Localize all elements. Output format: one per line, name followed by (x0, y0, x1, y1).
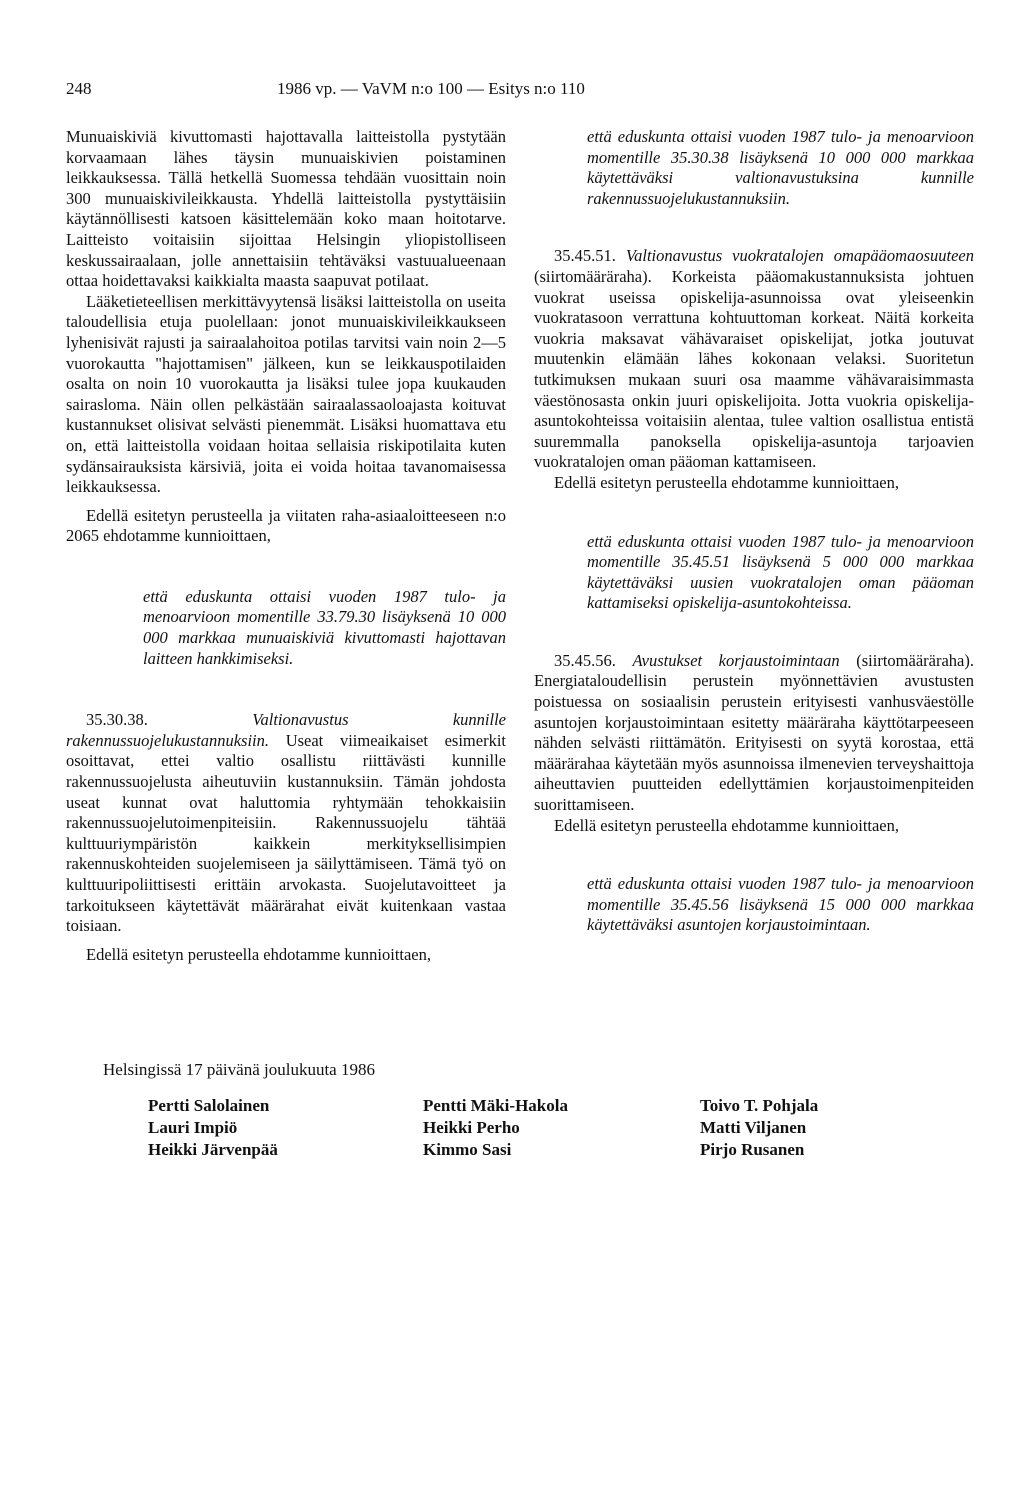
signer-name: Kimmo Sasi (423, 1140, 512, 1159)
signers-column-3 (700, 1095, 818, 1161)
section-paragraph (66, 710, 506, 937)
paragraph: Edellä esitetyn perusteella ehdotamme kunnioittaen, (86, 944, 432, 964)
paragraph: Edellä esitetyn perusteella ja viitaten raha-asiaaloitteeseen n:o 2065 ehdotamme kunnioittaen, (66, 505, 506, 546)
paragraph: Edellä esitetyn perusteella ehdotamme kunnioittaen, (554, 815, 900, 835)
right-column (534, 127, 974, 936)
document-title: 1986 vp. — VaVM n:o 100 — Esitys n:o 110 (277, 79, 585, 98)
section-body: (siirtomääräraha). Energiataloudellisin perustein myönnettävien avustusten poistuessa on sosiaalisin perustein erityisesti vanhusväestölle asuntojen korjaustoimintaan esitetty määräraha käyttötarpeeseen nähden selvästi riittämätön. Erityisesti on syytä korostaa, että määrärahaa käytetään myös asunnoissa ilmenevien terveyshaittoja aiheuttavien puutteiden edellyttämien korjaustoimenpiteiden suorittamiseen. (534, 650, 974, 815)
section-body: (siirtomääräraha). Korkeista pääomakustannuksista johtuen vuokrat useissa opiskelija-asunnoissa ovat yleiseenkin vuokratasoon verrattuna kohtuuttoman korkeat. Näitä korkeita vuokria maksavat vähävaraiset opiskelijat, jotka joutuvat muutenkin elämään lähes kokonaan velaksi. Suoritetun tutkimuksen mukaan suuri osa maamme vähävaraisimmasta väestönosasta onkin juuri opiskelijoita. Jotta vuokria opiskelija-asuntokohteissa voitaisiin alentaa, tulee valtion osallistua entistä suuremmalla panoksella opiskelija-asuntoja tarjoavien vuokratalojen oman pääoman kattamiseen. (534, 266, 974, 472)
signer-name: Heikki Järvenpää (148, 1140, 278, 1159)
page-header (66, 79, 966, 101)
place-and-date: Helsingissä 17 päivänä joulukuuta 1986 (103, 1060, 375, 1079)
signer-name: Matti Viljanen (700, 1118, 807, 1137)
paragraph: Munuaiskiviä kivuttomasti hajottavalla laitteistolla pystytään korvaamaan lähes täysin munuaiskivien poistaminen leikkauksessa. Tällä hetkellä Suomessa tehdään vuosittain noin 300 munuaiskivileikkausta. Yhdellä laitteistolla pystyttäisiin käytännöllisesti katsoen käsittelemään koko maan hoitotarve. Laitteisto voitaisiin sijoittaa Helsingin yliopistolliseen keskussairaalaan, jolle annettaisiin tehtäväksi vastuualueenaan ottaa hoidettavaksi kaikkialta maasta saapuvat potilaat. (66, 127, 506, 291)
motion: että eduskunta ottaisi vuoden 1987 tulo- ja menoarvioon momentille 35.45.56 lisäyksenä 15 000 000 markkaa käytettäväksi asuntojen korjaustoimintaan. (587, 874, 974, 935)
motion: että eduskunta ottaisi vuoden 1987 tulo- ja menoarvioon momentille 35.30.38 lisäyksenä 10 000 000 markkaa käytettäväksi valtionavustuksina kunnille rakennussuojelukustannuksiin. (587, 127, 974, 208)
signers-column-1 (148, 1095, 278, 1161)
signers-column-2 (423, 1095, 568, 1161)
paragraph: Lääketieteellisen merkittävyytensä lisäksi laitteistolla on useita taloudellisia etuja puolellaan: jonot munuaiskivileikkaukseen lyhenisivät rajusti ja sairaalahoitoa potilas tarvitsi vain noin 2—5 vuorokautta "hajottamisen" jälkeen, kun se leikkauspotilaiden osalta on noin 10 vuorokautta ja lisäksi tulee jopa kuukauden sairasloma. Näin ollen pelkästään sairaalassaoloajasta koituvat kustannukset olisivat selvästi pienemmät. Lisäksi huomattava etu on, että laitteistolla voidaan hoitaa sellaisia riskipotilaita kuten sydänsairauksista kärsiviä, joita ei voida hoitaa tavanomaisessa leikkauksessa. (66, 291, 506, 497)
motion: että eduskunta ottaisi vuoden 1987 tulo- ja menoarvioon momentille 33.79.30 lisäyksenä 10 000 000 markkaa munuaiskiviä kivuttomasti hajottavan laitteen hankkimiseksi. (143, 586, 506, 668)
paragraph: Edellä esitetyn perusteella ehdotamme kunnioittaen, (554, 472, 900, 492)
signer-name: Heikki Perho (423, 1118, 520, 1137)
signer-name: Pentti Mäki-Hakola (423, 1096, 568, 1115)
section-title: Valtionavustus kunnille rakennussuojelukustannuksiin. (66, 710, 506, 750)
section-title: Avustukset korjaustoimintaan (632, 650, 840, 670)
section-number: 35.45.56. (554, 650, 616, 670)
signer-name: Pertti Salolainen (148, 1096, 270, 1115)
section-number: 35.30.38. (86, 710, 148, 730)
signer-name: Pirjo Rusanen (700, 1140, 805, 1159)
section-number: 35.45.51. (554, 246, 616, 266)
motion: että eduskunta ottaisi vuoden 1987 tulo- ja menoarvioon momentille 35.45.51 lisäyksenä 5 000 000 markkaa käytettäväksi uusien vuokratalojen oman pääoman kattamiseksi opiskelija-asuntokohteissa. (587, 531, 974, 613)
section-body: Useat viimeaikaiset esimerkit osoittavat, ettei valtio osallistu riittävästi kunnille rakennussuojelusta aiheutuviin kustannuksiin. Tämän johdosta useat kunnat ovat haluttomia ryhtymään tehokkaisiin rakennussuojelutoimenpiteisiin. Rakennussuojelu tähtää kulttuuriympäristön kaikkein merkityksellisimpien rakennuskohteiden suojelemiseen ja säilyttämiseen. Tämä työ on kulttuuripoliittisesti erittäin arvokasta. Suojelutavoitteet ja tarkoitukseen käytettävät määrärahat eivät kuitenkaan vastaa toisiaan. (66, 730, 506, 936)
section-paragraph (534, 246, 974, 473)
page-number: 248 (66, 79, 92, 98)
section-title: Valtionavustus vuokratalojen omapääomaosuuteen (625, 246, 974, 266)
left-column (66, 127, 506, 965)
section-paragraph (534, 651, 974, 816)
signer-name: Lauri Impiö (148, 1118, 238, 1137)
signer-name: Toivo T. Pohjala (700, 1096, 819, 1115)
